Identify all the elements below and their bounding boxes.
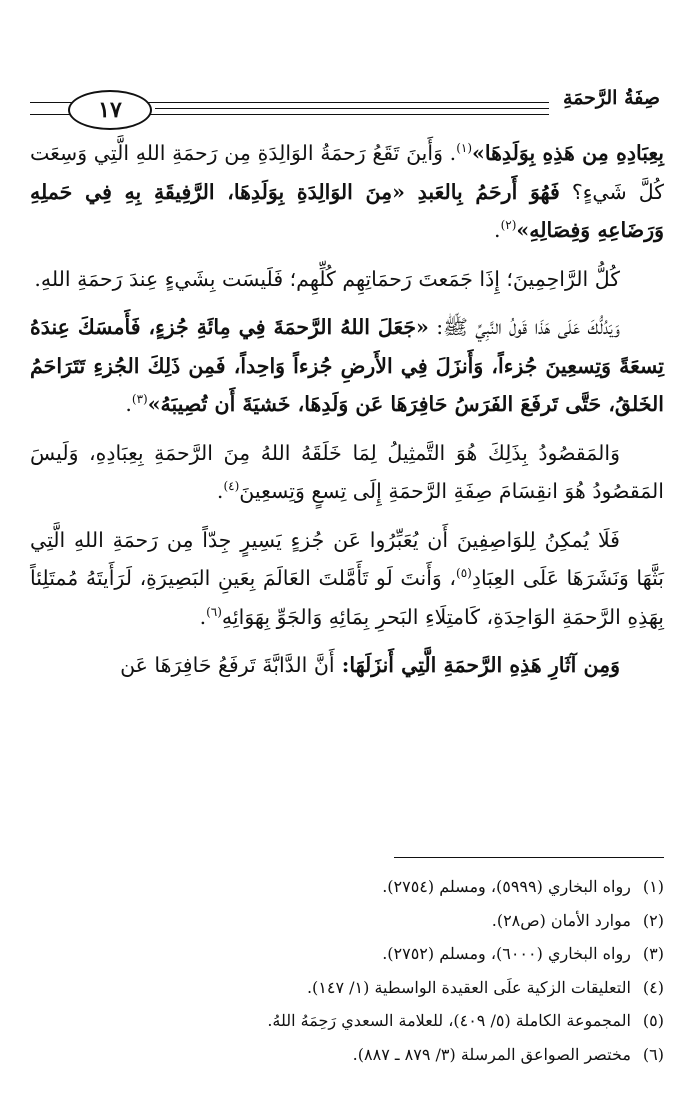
quote-text: بِعِبَادِهِ مِن هَذِهِ بِوَلَدِهَا» <box>472 141 664 165</box>
paragraph-1 <box>30 134 664 250</box>
footnote <box>30 1004 664 1038</box>
text-run: . وَأَينَ تَقَعُ رَحمَةُ الوَالِدَةِ مِن رَحمَةِ اللهِ الَّتِي وَسِعَت كُلَّ شَيءٍ؟ <box>30 141 664 204</box>
footnote-separator <box>394 857 664 858</box>
page-number: ١٧ <box>68 90 152 130</box>
footnote <box>30 1038 664 1072</box>
footnote-number: (٣) <box>642 944 664 963</box>
footnote-number: (١) <box>642 877 664 896</box>
footnote-text: التعليقات الزكية علَى العقيدة الواسطية (١/ ١٤٧). <box>306 977 631 997</box>
text-run: ، وَأَنتَ لَو تَأَمَّلتَ العَالَمَ بِعَينِ البَصِيرَةِ، لَرَأَيتَهُ مُمتَلِئاً بِهَذِهِ الرَّحمَةِ الوَاحِدَةِ، كَامتِلَاءِ البَحرِ بِمَائِهِ وَالجَوِّ بِهَوَائِهِ <box>30 566 664 629</box>
paragraph-6 <box>30 646 664 685</box>
text-run: . <box>125 392 132 416</box>
main-text <box>30 134 664 695</box>
text-run: . <box>494 218 501 242</box>
text-run: وَالمَقصُودُ بِذَلِكَ هُوَ التَّمثِيلُ لِمَا خَلَقَهُ اللهُ مِنَ الرَّحمَةِ بِعِبَادِهِ، وَلَيسَ المَقصُودُ هُوَ انقِسَامَ صِفَةِ الرَّحمَةِ إِلَى تِسعٍ وَتِسعِينَ <box>30 440 664 503</box>
footnote-ref: (٢) <box>500 218 517 233</box>
footnote-number: (٢) <box>642 910 664 930</box>
footnote-text: موارد الأمان (ص٢٨). <box>491 910 631 930</box>
section-lead: وَمِن آثَارِ هَذِهِ الرَّحمَةِ الَّتِي أَنزَلَهَا: <box>334 653 620 677</box>
text-run: أَنَّ الدَّابَّةَ تَرفَعُ حَافِرَهَا عَن <box>120 653 335 677</box>
footnote-text: رواه البخاري (٦٠٠٠)، ومسلم (٢٧٥٢). <box>382 944 631 963</box>
footnote <box>30 870 664 904</box>
text-run: . <box>199 604 207 629</box>
footnote-ref: (٤) <box>223 479 240 494</box>
footnote-text: مختصر الصواعق المرسلة (٣/ ٨٧٩ ـ ٨٨٧). <box>352 1044 631 1064</box>
paragraph-5 <box>30 521 664 637</box>
paragraph-4 <box>30 434 664 511</box>
hadith-quote: «جَعَلَ اللهُ الرَّحمَةَ فِي مِائَةِ جُزءٍ، فَأَمسَكَ عِندَهُ تِسعَةً وَتِسعِينَ جُزءاً، وَأَنزَلَ فِي الأَرضِ جُزءاً وَاحِداً، فَمِن ذَلِكَ الجُزءِ تَتَرَاحَمُ الخَلقُ، حَتَّى تَرفَعَ الفَرَسُ حَافِرَهَا عَن وَلَدِهَا، خَشيَةَ أَن تُصِيبَهُ» <box>30 315 664 416</box>
text-run: وَيَدُلُّكَ عَلَى هَذَا قَولُ النَّبِيِّ ﷺ: <box>428 315 620 339</box>
footnote-ref: (١) <box>456 141 473 156</box>
footnote-number: (٦) <box>642 1044 664 1064</box>
paragraph-2: كُلُّ الرَّاحِمِينَ؛ إِذَا جَمَعتَ رَحمَاتِهِم كُلِّهِم؛ فَلَيسَت بِشَيءٍ عِندَ رَحمَةِ اللهِ. <box>34 266 620 291</box>
footnote-ref: (٦) <box>206 604 222 619</box>
running-title: صِفَةُ الرَّحمَةِ <box>562 87 660 109</box>
footnote-text: رواه البخاري (٥٩٩٩)، ومسلم (٢٧٥٤). <box>382 877 631 896</box>
footnote <box>30 971 664 1005</box>
footnote-ref: (٥) <box>456 566 472 581</box>
footnotes <box>30 870 664 1071</box>
footnote-number: (٤) <box>642 977 664 997</box>
emphasis-text: فَهُوَ أَرحَمُ بِالعَبدِ «مِنَ الوَالِدَةِ بِوَلَدِهَا، الرَّفِيقَةِ بِهِ فِي حَملِهِ وَرَضَاعِهِ وَفِصَالِهِ» <box>30 179 664 242</box>
footnote-text: المجموعة الكاملة (٥/ ٤٠٩)، للعلامة السعدي رَحِمَهُ اللهُ. <box>267 1011 631 1030</box>
paragraph-3 <box>30 308 664 424</box>
footnote <box>30 937 664 971</box>
footnote-ref: (٣) <box>131 392 148 407</box>
header-rule-upper <box>155 108 549 109</box>
footnote <box>30 904 664 938</box>
text-run: فَلَا يُمكِنُ لِلوَاصِفِينَ أَن يُعَبِّرُوا عَن جُزءٍ يَسِيرٍ جِدّاً مِن رَحمَةِ اللهِ الَّتِي بَثَّهَا وَنَشَرَهَا عَلَى العِبَادِ <box>30 527 664 590</box>
footnote-number: (٥) <box>642 1011 664 1030</box>
text-run: . <box>216 479 224 503</box>
